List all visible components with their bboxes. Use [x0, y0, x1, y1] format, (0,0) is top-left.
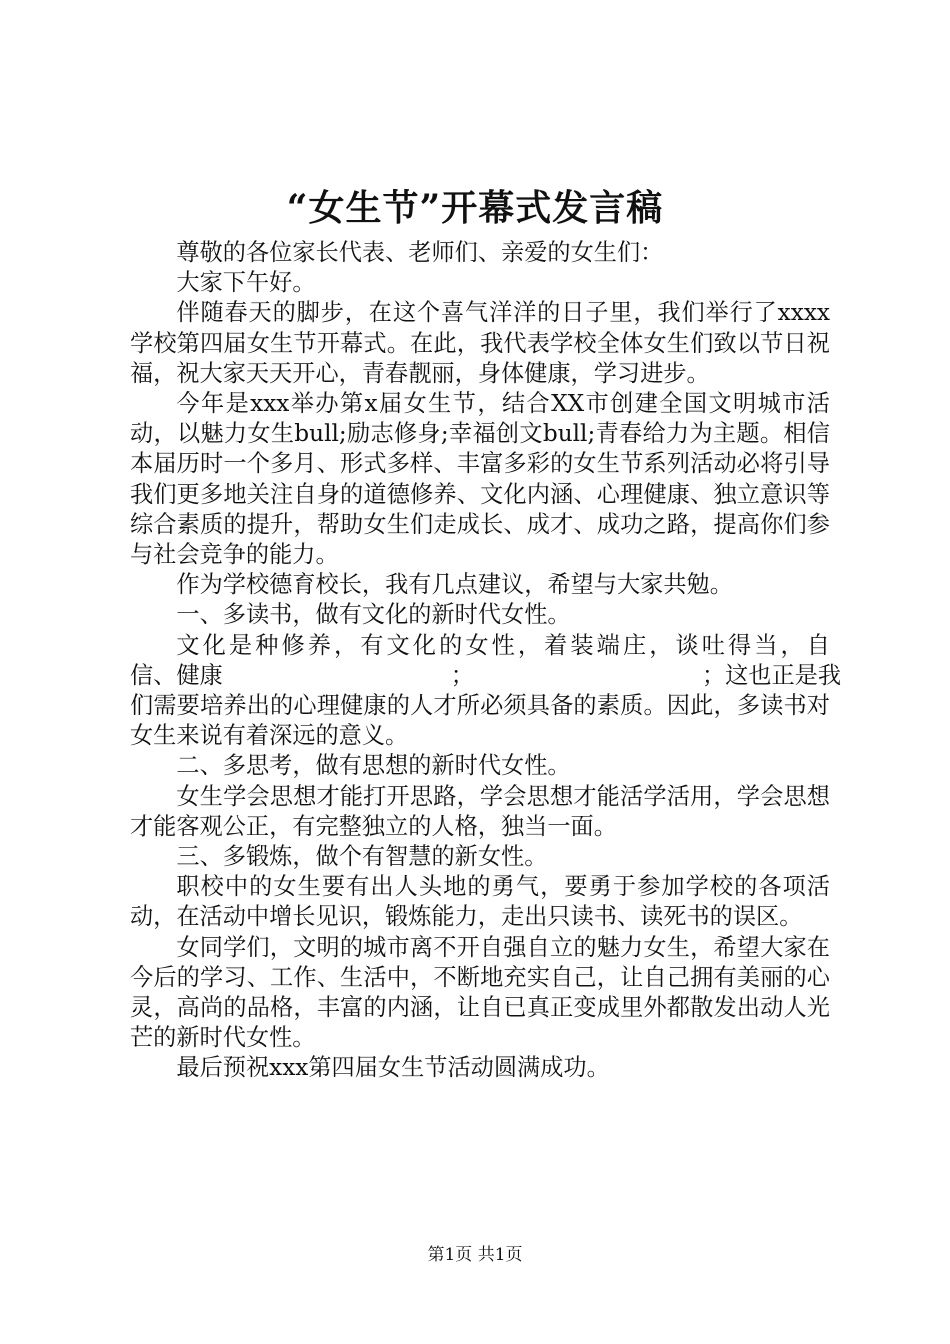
- opening-paragraph: 伴随春天的脚步，在这个喜气洋洋的日子里，我们举行了xxxx学校第四届女生节开幕式。在此，我代表学校全体女生们致以节日祝福，祝大家天天开心，青春靓丽，身体健康，学习进步。: [130, 299, 830, 387]
- culture-rest: 们需要培养出的心理健康的人才所必须具备的素质。因此，多读书对女生来说有着深远的意义。: [130, 692, 830, 750]
- culture-line-2: [130, 661, 842, 691]
- salutation: 尊敬的各位家长代表、老师们、亲爱的女生们：: [176, 239, 664, 266]
- greeting: 大家下午好。: [176, 269, 316, 297]
- culture-line-2-mid: ；: [450, 661, 474, 689]
- document-title: “女生节”开幕式发言稿: [286, 187, 664, 229]
- culture-paragraph: [130, 631, 842, 752]
- culture-line-1: 文化是种修养，有文化的女性，着装端庄，谈吐得当，自: [176, 631, 830, 659]
- final-wish: 最后预祝xxx第四届女生节活动圆满成功。: [176, 1054, 610, 1082]
- culture-line-2-end: ；这也正是我: [701, 661, 842, 689]
- thinking-paragraph: 女生学会思想才能打开思路，学会思想才能活学活用，学会思想才能客观公正，有完整独立的人格，独当一面。: [130, 782, 830, 840]
- theme-paragraph: 今年是xxx举办第x届女生节，结合XX市创建全国文明城市活动，以魅力女生bull;励志修身;幸福创文bull;青春给力为主题。相信本届历时一个多月、形式多样、丰富多彩的女生节系列活动必将引导我们更多地关注自身的道德修养、文化内涵、心理健康、独立意识等综合素质的提升，帮助女生们走成长、成才、成功之路，提高你们参与社会竞争的能力。: [130, 390, 830, 569]
- exercise-paragraph: 职校中的女生要有出人头地的勇气，要勇于参加学校的各项活动，在活动中增长见识，锻炼能力，走出只读书、读死书的误区。: [130, 873, 830, 931]
- page-footer: 第1页 共1页: [427, 1245, 523, 1265]
- culture-line-2-start: 信、健康: [130, 661, 223, 689]
- document-body: [130, 238, 842, 1084]
- point-one-heading: 一、多读书，做有文化的新时代女性。: [176, 601, 571, 629]
- point-two-heading: 二、多思考，做有思想的新时代女性。: [176, 752, 571, 780]
- point-three-heading: 三、多锻炼，做个有智慧的新女性。: [176, 843, 548, 871]
- closing-paragraph: 女同学们，文明的城市离不开自强自立的魅力女生，希望大家在今后的学习、工作、生活中，不断地充实自己，让自己拥有美丽的心灵，高尚的品格，丰富的内涵，让自已真正变成里外都散发出动人光芒的新时代女性。: [130, 933, 830, 1052]
- suggestion-intro: 作为学校德育校长，我有几点建议，希望与大家共勉。: [176, 571, 733, 599]
